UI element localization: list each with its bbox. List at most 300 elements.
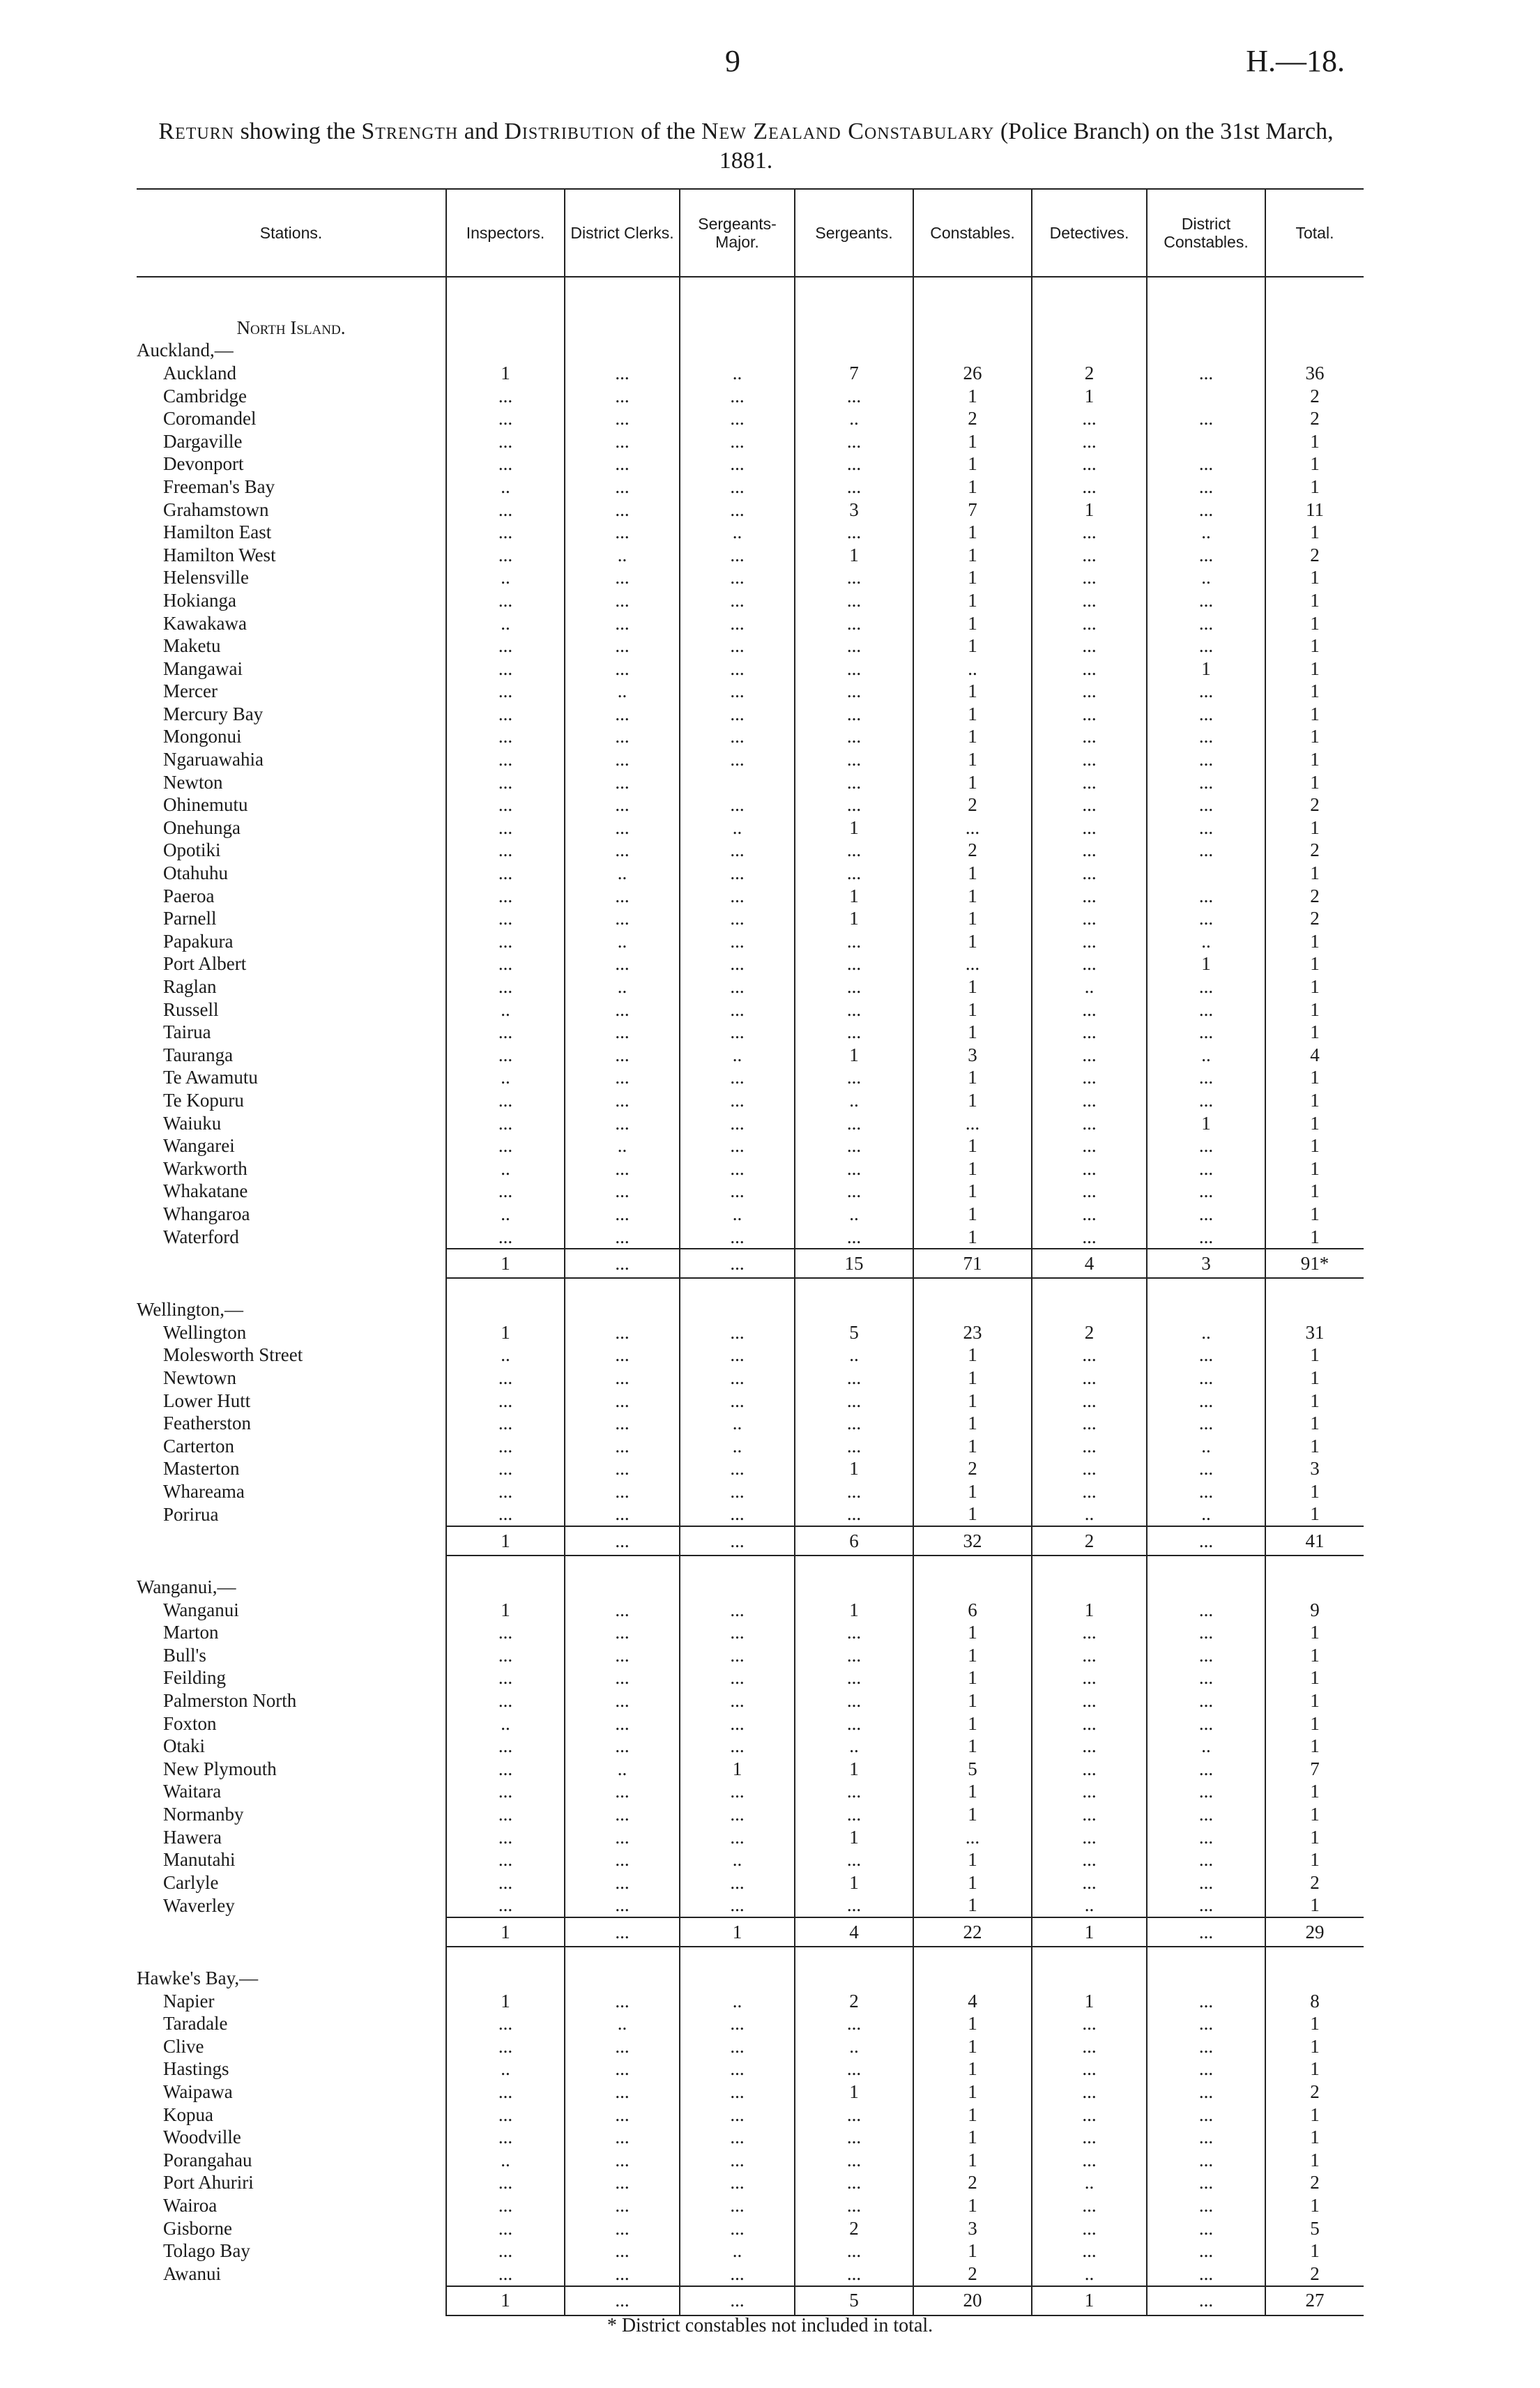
table-cell: ...	[446, 1180, 565, 1203]
subtotal-cell: 5	[795, 2286, 913, 2315]
table-row	[137, 521, 1364, 544]
table-cell: 1	[680, 1758, 795, 1781]
table-row	[137, 1803, 1364, 1826]
table-cell: ...	[1032, 748, 1147, 771]
region-heading: Wanganui,—	[137, 1576, 236, 1598]
table-cell: ...	[1032, 816, 1147, 839]
table-cell: ...	[446, 975, 565, 998]
header-row	[137, 189, 1364, 277]
table-cell: ...	[446, 1021, 565, 1044]
table-cell: ...	[565, 839, 680, 862]
table-cell: 1	[1265, 2104, 1364, 2127]
table-cell: ...	[446, 1667, 565, 1690]
table-cell: ...	[565, 1621, 680, 1644]
table-cell: ...	[1147, 885, 1265, 908]
table-cell: ...	[795, 703, 913, 726]
table-cell: ...	[1032, 2126, 1147, 2149]
table-cell: ..	[1147, 930, 1265, 953]
table-cell: ...	[446, 407, 565, 430]
table-cell: ...	[446, 1848, 565, 1871]
table-cell: ...	[1032, 680, 1147, 704]
subtotal-row	[137, 2286, 1364, 2315]
table-cell: ...	[446, 748, 565, 771]
table-row	[137, 1848, 1364, 1871]
table-cell: ...	[680, 2149, 795, 2172]
table-row	[137, 1480, 1364, 1503]
station-name: Auckland	[163, 362, 236, 383]
table-cell: ...	[565, 998, 680, 1021]
table-cell: 1	[1265, 1480, 1364, 1503]
table-cell: ...	[565, 567, 680, 590]
table-cell: 1	[795, 1758, 913, 1781]
station-name: Onehunga	[163, 816, 241, 838]
table-cell: ...	[1147, 1990, 1265, 2013]
table-cell: ...	[1147, 1390, 1265, 1413]
table-cell: 1	[913, 1803, 1032, 1826]
table-cell: ...	[795, 1712, 913, 1735]
table-cell: ...	[446, 1412, 565, 1435]
constabulary-table-wrapper	[137, 188, 1364, 2316]
table-cell: ...	[795, 1112, 913, 1135]
table-cell: 1	[1265, 2239, 1364, 2262]
table-cell: ...	[1032, 2081, 1147, 2104]
subtotal-cell: 4	[795, 1917, 913, 1947]
station-name: Waverley	[163, 1894, 235, 1916]
table-cell: ..	[565, 930, 680, 953]
table-cell: 1	[913, 1390, 1032, 1413]
table-cell: ...	[446, 2081, 565, 2104]
table-cell: ...	[1032, 2194, 1147, 2217]
table-cell: ...	[446, 885, 565, 908]
table-cell: ..	[565, 2012, 680, 2035]
table-cell: 1	[913, 1180, 1032, 1203]
table-row	[137, 885, 1364, 908]
table-cell: ...	[1032, 2058, 1147, 2081]
table-cell: ...	[446, 1803, 565, 1826]
table-cell: ..	[680, 1435, 795, 1458]
station-name: Port Albert	[163, 953, 247, 975]
table-cell: 1	[1265, 1021, 1364, 1044]
table-cell: ...	[565, 1826, 680, 1849]
table-row	[137, 930, 1364, 953]
table-cell: ...	[1147, 589, 1265, 612]
table-cell: ...	[565, 612, 680, 635]
table-cell	[680, 771, 795, 794]
table-cell: 1	[1265, 521, 1364, 544]
table-cell: ...	[680, 885, 795, 908]
table-cell: ...	[565, 1803, 680, 1826]
table-cell: 1	[1265, 1781, 1364, 1804]
table-cell: ...	[680, 1735, 795, 1758]
table-cell: ...	[565, 1712, 680, 1735]
table-cell: 1	[1265, 1667, 1364, 1690]
station-name: Feilding	[163, 1667, 227, 1689]
table-cell: ...	[680, 2104, 795, 2127]
table-cell: ...	[446, 1435, 565, 1458]
table-cell: ...	[565, 1735, 680, 1758]
table-cell: 1	[1265, 1503, 1364, 1527]
table-cell: ...	[680, 2262, 795, 2286]
table-cell: ...	[795, 634, 913, 657]
table-cell: 1	[446, 1599, 565, 1622]
table-cell: ...	[795, 953, 913, 976]
table-cell: ...	[680, 567, 795, 590]
table-cell: ..	[565, 680, 680, 704]
station-name: Napier	[163, 1990, 215, 2011]
table-cell: ..	[446, 1157, 565, 1180]
table-cell: ...	[1032, 589, 1147, 612]
table-cell: 1	[446, 1321, 565, 1344]
table-cell: ...	[565, 1458, 680, 1481]
table-cell: ...	[795, 1667, 913, 1690]
table-cell: 1	[1032, 1990, 1147, 2013]
table-cell: 1	[913, 1480, 1032, 1503]
table-row	[137, 998, 1364, 1021]
table-cell: ..	[680, 1848, 795, 1871]
station-name: Papakura	[163, 930, 234, 952]
table-cell: ...	[1147, 2262, 1265, 2286]
table-cell: ...	[795, 1435, 913, 1458]
table-cell: ...	[1147, 362, 1265, 385]
table-row	[137, 1871, 1364, 1894]
table-cell: 1	[913, 2239, 1032, 2262]
table-row	[137, 1990, 1364, 2013]
table-cell: ...	[795, 1480, 913, 1503]
table-row	[137, 1367, 1364, 1390]
table-cell: ...	[446, 1134, 565, 1157]
table-cell: ...	[1032, 1758, 1147, 1781]
table-cell: 2	[1265, 793, 1364, 816]
table-cell: 2	[1265, 2262, 1364, 2286]
table-cell: ...	[1147, 2194, 1265, 2217]
table-cell: ...	[795, 1894, 913, 1918]
table-cell: ...	[680, 453, 795, 476]
subtotal-row	[137, 1917, 1364, 1947]
table-cell: ...	[680, 1689, 795, 1712]
table-cell: ...	[680, 1503, 795, 1527]
station-name: Raglan	[163, 976, 217, 998]
table-cell: 1	[1265, 634, 1364, 657]
table-cell: 2	[795, 2217, 913, 2240]
column-header: District Constables.	[1147, 189, 1265, 277]
table-cell: ...	[1147, 1089, 1265, 1112]
table-cell: ..	[446, 476, 565, 499]
table-cell: ...	[1032, 1226, 1147, 1249]
table-cell: ...	[680, 499, 795, 522]
table-cell: ...	[680, 2126, 795, 2149]
table-row	[137, 1758, 1364, 1781]
table-cell: ...	[446, 1894, 565, 1918]
table-cell: ...	[795, 2239, 913, 2262]
table-cell: ...	[1147, 1848, 1265, 1871]
table-cell: ...	[446, 2126, 565, 2149]
table-cell: ...	[565, 1894, 680, 1918]
table-cell: 1	[795, 2081, 913, 2104]
table-cell: ..	[795, 1735, 913, 1758]
table-cell: ...	[565, 1848, 680, 1871]
subtotal-cell: 6	[795, 1526, 913, 1556]
table-cell: ..	[1032, 1894, 1147, 1918]
subtotal-cell: ...	[680, 2286, 795, 2315]
table-cell: ...	[565, 2262, 680, 2286]
table-cell: 2	[913, 793, 1032, 816]
table-cell: ..	[1032, 2172, 1147, 2195]
station-name: Gisborne	[163, 2217, 232, 2239]
table-cell: 1	[913, 1894, 1032, 1918]
table-cell: ...	[795, 476, 913, 499]
region-row	[137, 1576, 1364, 1599]
table-cell: ..	[446, 2149, 565, 2172]
table-cell: 1	[1265, 975, 1364, 998]
table-cell: 1	[1265, 862, 1364, 885]
station-name: Warkworth	[163, 1157, 247, 1179]
table-cell: ...	[446, 907, 565, 930]
table-cell: ...	[680, 862, 795, 885]
table-cell: ...	[565, 1390, 680, 1413]
table-cell: ...	[1032, 907, 1147, 930]
table-cell: 26	[913, 362, 1032, 385]
table-row	[137, 1644, 1364, 1667]
table-cell: ...	[795, 1848, 913, 1871]
table-cell: ...	[1147, 2104, 1265, 2127]
table-cell: 1	[1265, 680, 1364, 704]
table-cell: 1	[795, 1458, 913, 1481]
station-name: Ohinemutu	[163, 794, 248, 816]
table-cell: 1	[913, 862, 1032, 885]
table-cell: ...	[680, 1621, 795, 1644]
table-cell: 2	[913, 2262, 1032, 2286]
table-row	[137, 1621, 1364, 1644]
table-cell: 1	[913, 1226, 1032, 1249]
table-cell: ...	[680, 1390, 795, 1413]
table-cell: ..	[680, 1203, 795, 1226]
table-cell: 1	[913, 385, 1032, 408]
table-cell: 1	[1265, 1735, 1364, 1758]
table-cell: ...	[1147, 544, 1265, 567]
table-cell: ...	[680, 930, 795, 953]
table-cell: 1	[1265, 2035, 1364, 2058]
table-cell: ...	[565, 1344, 680, 1367]
table-cell: 1	[913, 1848, 1032, 1871]
table-cell: ...	[680, 430, 795, 453]
island-row	[137, 317, 1364, 340]
subtotal-cell: 29	[1265, 1917, 1364, 1947]
table-cell: 7	[1265, 1758, 1364, 1781]
station-name: Marton	[163, 1622, 219, 1643]
table-cell: 7	[795, 362, 913, 385]
region-heading: Hawke's Bay,—	[137, 1967, 259, 1988]
table-cell: ...	[795, 2172, 913, 2195]
table-cell: ...	[446, 2012, 565, 2035]
table-cell: ...	[1032, 453, 1147, 476]
table-cell: ...	[1032, 885, 1147, 908]
table-cell: ...	[795, 1621, 913, 1644]
station-name: Parnell	[163, 908, 217, 929]
table-row	[137, 1180, 1364, 1203]
table-cell: ..	[446, 1712, 565, 1735]
table-cell: ...	[795, 975, 913, 998]
table-cell: ...	[446, 680, 565, 704]
subtotal-cell: 22	[913, 1917, 1032, 1947]
table-row	[137, 1667, 1364, 1690]
table-cell: ...	[1147, 1599, 1265, 1622]
subtotal-cell: ...	[1147, 1526, 1265, 1556]
table-cell: ...	[446, 1781, 565, 1804]
subtotal-cell: 1	[446, 2286, 565, 2315]
table-cell: ..	[680, 2239, 795, 2262]
table-row	[137, 1157, 1364, 1180]
table-cell: ..	[446, 1203, 565, 1226]
table-cell: ...	[446, 1644, 565, 1667]
table-cell: ...	[565, 726, 680, 749]
table-cell: ...	[1032, 771, 1147, 794]
table-cell: ...	[680, 2172, 795, 2195]
table-cell: ...	[446, 771, 565, 794]
table-cell: ...	[680, 1089, 795, 1112]
table-cell: ...	[680, 385, 795, 408]
station-name: Porangahau	[163, 2149, 252, 2170]
table-cell: 1	[913, 907, 1032, 930]
subtotal-cell: ...	[565, 1526, 680, 1556]
table-cell: 3	[795, 499, 913, 522]
table-cell: ...	[680, 1712, 795, 1735]
station-name: Waitara	[163, 1781, 222, 1802]
region-row	[137, 340, 1364, 363]
title-word: New Zealand Constabulary	[701, 119, 995, 144]
table-cell: ...	[446, 1621, 565, 1644]
subtotal-cell: 32	[913, 1526, 1032, 1556]
table-body	[137, 277, 1364, 2315]
table-cell: ...	[1147, 975, 1265, 998]
table-cell: 1	[1265, 1367, 1364, 1390]
table-row	[137, 1826, 1364, 1849]
table-cell: ...	[795, 793, 913, 816]
table-cell: ...	[565, 1990, 680, 2013]
station-name: Ngaruawahia	[163, 749, 264, 770]
column-header: District Clerks.	[565, 189, 680, 277]
table-row	[137, 907, 1364, 930]
table-cell: ...	[795, 430, 913, 453]
column-header: Detectives.	[1032, 189, 1147, 277]
table-cell: ...	[1147, 1157, 1265, 1180]
table-cell: ...	[680, 998, 795, 1021]
table-cell: ...	[795, 612, 913, 635]
table-cell: ...	[446, 2035, 565, 2058]
station-name: Port Ahuriri	[163, 2172, 254, 2193]
table-row	[137, 953, 1364, 976]
table-cell: ...	[446, 657, 565, 680]
table-cell: ...	[795, 2149, 913, 2172]
table-row	[137, 862, 1364, 885]
table-cell: 1	[913, 998, 1032, 1021]
table-cell: 1	[913, 1667, 1032, 1690]
table-cell: ...	[1032, 1180, 1147, 1203]
table-cell: 1	[795, 1871, 913, 1894]
table-cell: ...	[680, 1180, 795, 1203]
station-name: Foxton	[163, 1712, 217, 1734]
subtotal-cell: ...	[1147, 2286, 1265, 2315]
table-cell: ...	[795, 2104, 913, 2127]
table-cell: ...	[1147, 2217, 1265, 2240]
table-row	[137, 975, 1364, 998]
table-cell: ...	[795, 680, 913, 704]
table-cell: ...	[565, 1089, 680, 1112]
table-cell: ...	[1147, 2035, 1265, 2058]
table-cell: ...	[565, 1367, 680, 1390]
table-cell: ...	[1147, 680, 1265, 704]
table-cell: ...	[1032, 476, 1147, 499]
title-word: of the	[641, 119, 696, 144]
column-header: Sergeants-Major.	[680, 189, 795, 277]
station-name: Taradale	[163, 2013, 228, 2035]
table-cell: 1	[913, 453, 1032, 476]
table-cell: ...	[1147, 407, 1265, 430]
table-cell: ..	[565, 862, 680, 885]
title-word: Return	[158, 119, 235, 144]
column-header: Total.	[1265, 189, 1364, 277]
table-cell: ...	[1032, 1826, 1147, 1849]
title-word: Distribution	[504, 119, 635, 144]
table-row	[137, 385, 1364, 408]
subtotal-cell: 1	[446, 1917, 565, 1947]
column-header: Constables.	[913, 189, 1032, 277]
table-cell: ...	[1032, 1458, 1147, 1481]
table-cell: ..	[795, 1089, 913, 1112]
table-cell: ...	[565, 1226, 680, 1249]
table-cell: ..	[680, 362, 795, 385]
table-cell: ...	[1147, 2012, 1265, 2035]
table-cell: ...	[1147, 839, 1265, 862]
table-cell: ...	[680, 1781, 795, 1804]
spacer-row	[137, 1278, 1364, 1298]
table-cell: ..	[795, 407, 913, 430]
table-cell: ...	[565, 634, 680, 657]
station-name: Mangawai	[163, 657, 243, 679]
table-row	[137, 657, 1364, 680]
station-name: New Plymouth	[163, 1758, 277, 1779]
station-name: Kopua	[163, 2104, 213, 2125]
station-name: Hastings	[163, 2058, 229, 2080]
table-cell: ...	[795, 2058, 913, 2081]
table-cell: ...	[1032, 1134, 1147, 1157]
table-cell: ...	[565, 2126, 680, 2149]
table-cell: ...	[680, 589, 795, 612]
table-cell: 1	[1265, 1644, 1364, 1667]
station-name: Kawakawa	[163, 612, 247, 634]
table-cell: 1	[913, 1503, 1032, 1527]
table-cell: ...	[1147, 726, 1265, 749]
table-cell: ...	[1032, 1157, 1147, 1180]
table-cell: 1	[913, 521, 1032, 544]
table-cell: ..	[795, 2035, 913, 2058]
table-cell: ...	[565, 2058, 680, 2081]
table-cell: 1	[795, 816, 913, 839]
table-cell: ...	[1147, 2172, 1265, 2195]
table-cell: 2	[1032, 1321, 1147, 1344]
station-name: Whakatane	[163, 1180, 248, 1202]
table-cell: ...	[1032, 544, 1147, 567]
table-cell: ...	[446, 793, 565, 816]
table-cell: ...	[795, 1180, 913, 1203]
table-cell: 1	[1147, 1112, 1265, 1135]
table-row	[137, 2104, 1364, 2127]
table-cell: ...	[1147, 1689, 1265, 1712]
table-cell: ...	[1032, 2012, 1147, 2035]
table-cell: 1	[913, 2035, 1032, 2058]
station-name: Grahamstown	[163, 499, 269, 520]
table-cell: ...	[565, 1644, 680, 1667]
table-cell: 1	[1265, 589, 1364, 612]
